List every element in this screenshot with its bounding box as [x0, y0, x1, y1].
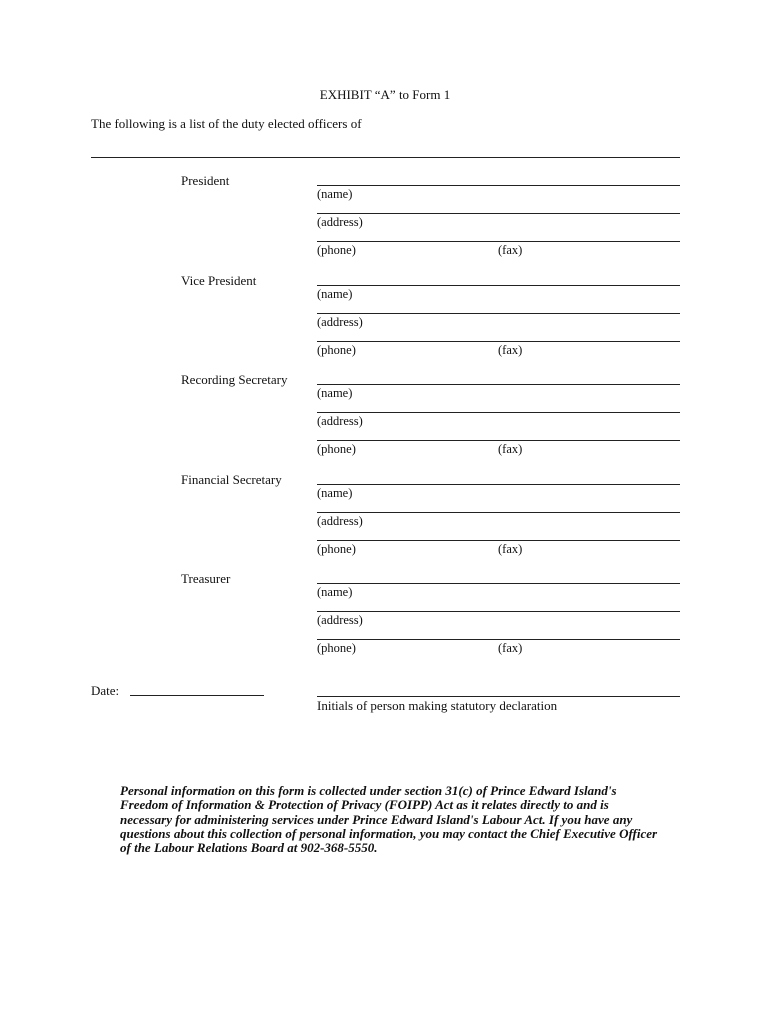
phone-label: (phone): [317, 243, 356, 257]
fax-label: (fax): [498, 342, 523, 357]
phone-label: (phone): [317, 641, 356, 655]
name-label: (name): [317, 585, 353, 599]
officer-label: President: [181, 173, 230, 188]
phone-label: (phone): [317, 541, 356, 556]
address-line[interactable]: [317, 512, 680, 513]
name-line[interactable]: [317, 583, 680, 584]
fax-label: (fax): [498, 243, 523, 257]
address-line[interactable]: [317, 412, 680, 413]
fax-label: (fax): [498, 442, 523, 456]
initials-label: Initials of person making statutory declaration: [317, 698, 558, 713]
name-label: (name): [317, 485, 353, 500]
privacy-notice: Personal information on this form is collected under section 31(c) of Prince Edward Island's Freedom of Information & Protection of Privacy (FOIPP) Act as it relates directly to and is necessary for administering services under Prince Edward Island's Labour Act. If you have any questions about this collection of personal information, you may contact the Chief Executive Officer of the Labour Relations Board at 902-368-5550.: [120, 783, 658, 856]
name-label: (name): [317, 286, 353, 301]
fax-label: (fax): [498, 641, 523, 655]
name-line[interactable]: [317, 185, 680, 186]
address-label: (address): [317, 215, 363, 229]
intro-text: The following is a list of the duty elected officers of: [91, 116, 362, 131]
phone-label: (phone): [317, 442, 356, 456]
address-line[interactable]: [317, 213, 680, 214]
name-label: (name): [317, 386, 353, 400]
address-line[interactable]: [317, 313, 680, 314]
officer-label: Vice President: [181, 272, 257, 288]
fax-label: (fax): [498, 541, 523, 556]
address-label: (address): [317, 613, 363, 627]
officer-label: Recording Secretary: [181, 372, 288, 387]
date-label: Date:: [91, 683, 120, 698]
officer-label: Treasurer: [181, 571, 231, 586]
name-line[interactable]: [317, 285, 680, 286]
officer-label: Financial Secretary: [181, 471, 282, 487]
date-line[interactable]: [130, 695, 264, 696]
address-label: (address): [317, 314, 363, 329]
name-line[interactable]: [317, 484, 680, 485]
initials-line[interactable]: [317, 696, 680, 697]
name-line[interactable]: [317, 384, 680, 385]
address-line[interactable]: [317, 611, 680, 612]
address-label: (address): [317, 414, 363, 428]
phone-label: (phone): [317, 342, 356, 357]
organization-name-line[interactable]: [91, 157, 680, 158]
address-label: (address): [317, 513, 363, 528]
name-label: (name): [317, 187, 353, 201]
page-title: EXHIBIT “A” to Form 1: [319, 87, 451, 102]
